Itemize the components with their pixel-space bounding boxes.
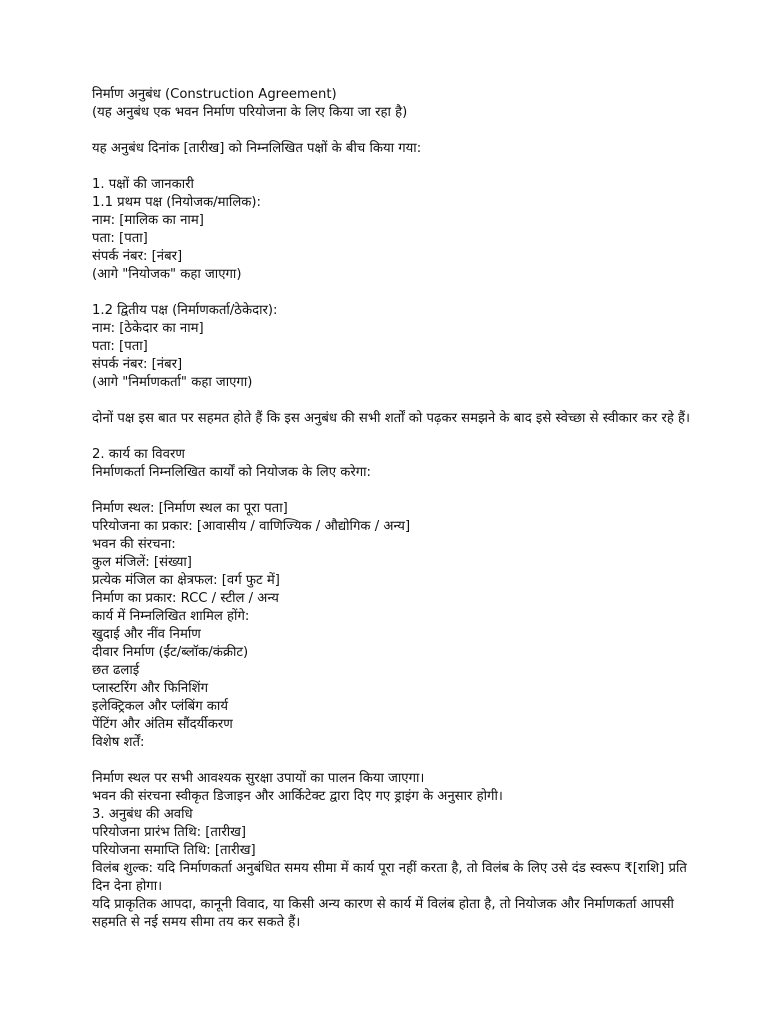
delay-penalty: विलंब शुल्क: यदि निर्माणकर्ता अनुबंधित समय सीमा में कार्य पूरा नहीं करता है, तो विलंब के लिए उसे दंड स्वरूप ₹[राशि] प्रति दिन देना होगा। (92, 861, 687, 894)
document-subtitle: (यह अनुबंध एक भवन निर्माण परियोजना के लिए किया जा रहा है) (92, 105, 408, 120)
party-2-heading: 1.2 द्वितीय पक्ष (निर्माणकर्ता/ठेकेदार): (92, 303, 278, 318)
design-term: भवन की संरचना स्वीकृत डिजाइन और आर्किटेक्ट द्वारा दिए गए ड्राइंग के अनुसार होगी। (92, 789, 503, 804)
intro-line: यह अनुबंध दिनांक [तारीख] को निम्नलिखित पक्षों के बीच किया गया: (92, 141, 422, 156)
construction-site: निर्माण स्थल: [निर्माण स्थल का पूरा पता] (92, 501, 288, 516)
work-item: पेंटिंग और अंतिम सौंदर्यीकरण (92, 717, 233, 732)
work-item: प्लास्टरिंग और फिनिशिंग (92, 681, 209, 696)
project-end-date: परियोजना समाप्ति तिथि: [तारीख] (92, 843, 256, 858)
party-2-contact: संपर्क नंबर: [नंबर] (92, 357, 183, 372)
party-1-contact: संपर्क नंबर: [नंबर] (92, 249, 183, 264)
party-1-name: नाम: [मालिक का नाम] (92, 213, 204, 228)
section-3-heading: 3. अनुबंध की अवधि (92, 807, 193, 822)
consent-paragraph: दोनों पक्ष इस बात पर सहमत होते हैं कि इस अनुबंध की सभी शर्तों को पढ़कर समझने के बाद इसे स्वेच्छा से स्वीकार कर रहे हैं। (92, 411, 691, 426)
section-2-lead: निर्माणकर्ता निम्नलिखित कार्यों को नियोजक के लिए करेगा: (92, 465, 371, 480)
project-type: परियोजना का प्रकार: [आवासीय / वाणिज्यिक / औद्योगिक / अन्य] (92, 519, 411, 534)
document-page (92, 86, 692, 932)
construction-type: निर्माण का प्रकार: RCC / स्टील / अन्य (92, 591, 279, 606)
party-2-address: पता: [पता] (92, 339, 148, 354)
document-title: निर्माण अनुबंध (Construction Agreement) (92, 87, 337, 102)
work-item: खुदाई और नींव निर्माण (92, 627, 201, 642)
party-1-address: पता: [पता] (92, 231, 148, 246)
party-1-heading: 1.1 प्रथम पक्ष (नियोजक/मालिक): (92, 195, 261, 210)
work-item: दीवार निर्माण (ईंट/ब्लॉक/कंक्रीट) (92, 645, 249, 660)
safety-term: निर्माण स्थल पर सभी आवश्यक सुरक्षा उपायों का पालन किया जाएगा। (92, 771, 425, 786)
total-floors: कुल मंजिलें: [संख्या] (92, 555, 192, 570)
section-1-heading: 1. पक्षों की जानकारी (92, 177, 194, 192)
party-2-name: नाम: [ठेकेदार का नाम] (92, 321, 204, 336)
floor-area: प्रत्येक मंजिल का क्षेत्रफल: [वर्ग फुट में] (92, 573, 280, 588)
work-item: छत ढलाई (92, 663, 140, 678)
party-2-alias: (आगे "निर्माणकर्ता" कहा जाएगा) (92, 375, 253, 390)
work-includes: कार्य में निम्नलिखित शामिल होंगे: (92, 609, 250, 624)
project-start-date: परियोजना प्रारंभ तिथि: [तारीख] (92, 825, 247, 840)
party-1-alias: (आगे "नियोजक" कहा जाएगा) (92, 267, 242, 282)
special-terms: विशेष शर्तें: (92, 735, 145, 750)
building-structure: भवन की संरचना: (92, 537, 176, 552)
force-majeure: यदि प्राकृतिक आपदा, कानूनी विवाद, या किसी अन्य कारण से कार्य में विलंब होता है, तो नियोजक और निर्माणकर्ता आपसी सहमति से नई समय सीमा तय कर सकते हैं। (92, 897, 674, 930)
section-2-heading: 2. कार्य का विवरण (92, 447, 185, 462)
work-item: इलेक्ट्रिकल और प्लंबिंग कार्य (92, 699, 228, 714)
